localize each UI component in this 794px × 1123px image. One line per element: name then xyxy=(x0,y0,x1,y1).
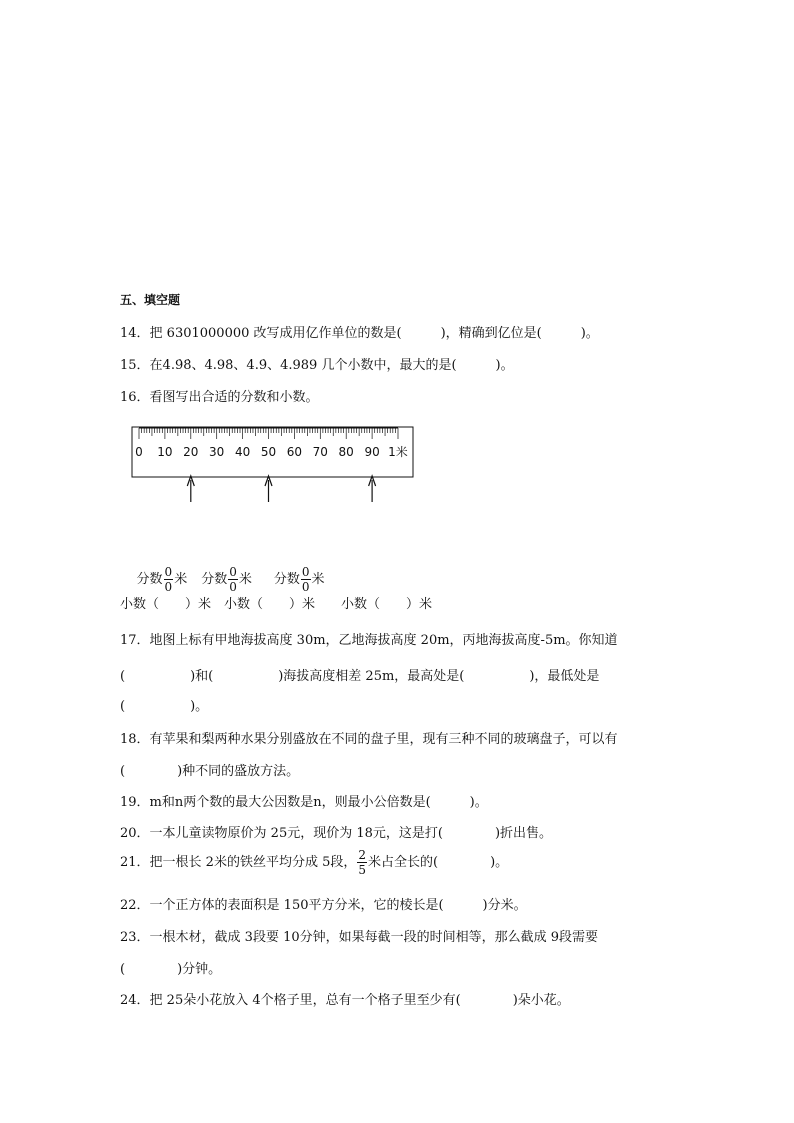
question-20: 20．一本儿童读物原价为 25元，现价为 18元，这是打( )折出售。 xyxy=(120,826,553,841)
question-22: 22．一个正方体的表面积是 150平方分米，它的棱长是( )分米。 xyxy=(120,898,527,913)
question-16: 16．看图写出合适的分数和小数。 xyxy=(120,390,319,405)
ruler-tick-label: 1米 xyxy=(388,445,408,459)
blank-fraction xyxy=(164,565,174,594)
ruler-tick-label: 90 xyxy=(364,445,380,459)
question-23-line-1: 23．一根木材，截成 3段要 10分钟，如果每截一段的时间相等，那么截成 9段需要 xyxy=(120,930,599,945)
question-23-line-2: ( )分钟。 xyxy=(120,962,222,977)
blank-fraction-numerator: 0 xyxy=(164,565,173,579)
fraction-unit: 米 xyxy=(311,572,325,587)
question-17-line-3: ( )。 xyxy=(120,699,209,714)
q16-decimal-row: 小数（ ）米 小数（ ）米 小数（ ）米 xyxy=(120,597,433,612)
ruler-tick-label: 70 xyxy=(312,445,328,459)
ruler-tick-label: 50 xyxy=(260,445,277,459)
blank-fraction xyxy=(301,565,311,594)
question-17-line-2: ( )和( )海拔高度相差 25m，最高处是( )，最低处是 xyxy=(120,669,600,684)
question-21-text: 21．把一根长 2米的铁丝平均分成 5段， xyxy=(120,855,357,870)
ruler-tick-label: 10 xyxy=(157,445,173,459)
fraction-label: 分数 xyxy=(136,572,163,587)
question-24: 24．把 25朵小花放入 4个格子里，总有一个格子里至少有( )朵小花。 xyxy=(120,993,570,1008)
question-18-line-2: ( )种不同的盛放方法。 xyxy=(120,764,300,779)
blank-fraction-denominator: 0 xyxy=(164,580,173,594)
fraction-unit: 米 xyxy=(238,572,252,587)
question-19: 19．m和n两个数的最大公因数是n，则最小公倍数是( )。 xyxy=(120,795,488,810)
fraction-answer-3 xyxy=(273,565,325,594)
question-21-text-end: 米占全长的( )。 xyxy=(368,855,509,870)
fraction-denominator: 5 xyxy=(358,863,366,877)
question-21 xyxy=(120,848,508,877)
ruler-tick-label: 20 xyxy=(183,445,199,459)
question-14: 14．把 6301000000 改写成用亿作单位的数是( )，精确到亿位是( )。 xyxy=(120,326,599,341)
ruler-tick-label: 60 xyxy=(286,445,303,459)
ruler-tick-label: 40 xyxy=(234,445,251,459)
blank-fraction-denominator: 0 xyxy=(301,580,310,594)
section-title: 五、填空题 xyxy=(120,293,181,307)
fraction-label: 分数 xyxy=(201,572,228,587)
fraction-label: 分数 xyxy=(273,572,300,587)
question-15: 15．在4.9̇8̇、4.98̇、4.9̇、4.989 几个小数中，最大的是( )。 xyxy=(120,358,514,373)
blank-fraction-denominator: 0 xyxy=(229,580,237,594)
fraction-answer-2 xyxy=(201,565,252,594)
blank-fraction-numerator: 0 xyxy=(301,565,310,579)
fraction-numerator: 2 xyxy=(358,848,366,862)
fraction-unit: 米 xyxy=(174,572,188,587)
fraction-answer-1 xyxy=(136,565,188,594)
fraction-two-fifths xyxy=(357,848,367,877)
ruler-tick-label: 80 xyxy=(338,445,354,459)
question-17-line-1: 17．地图上标有甲地海拔高度 30m，乙地海拔高度 20m，丙地海拔高度-5m。你知道 xyxy=(120,633,618,648)
ruler-tick-label: 30 xyxy=(209,445,225,459)
ruler-figure xyxy=(0,0,794,520)
ruler-tick-label: 0 xyxy=(135,445,143,459)
blank-fraction xyxy=(228,565,238,594)
question-18-line-1: 18．有苹果和梨两种水果分别盛放在不同的盘子里，现有三种不同的玻璃盘子，可以有 xyxy=(120,732,618,747)
blank-fraction-numerator: 0 xyxy=(229,565,237,579)
